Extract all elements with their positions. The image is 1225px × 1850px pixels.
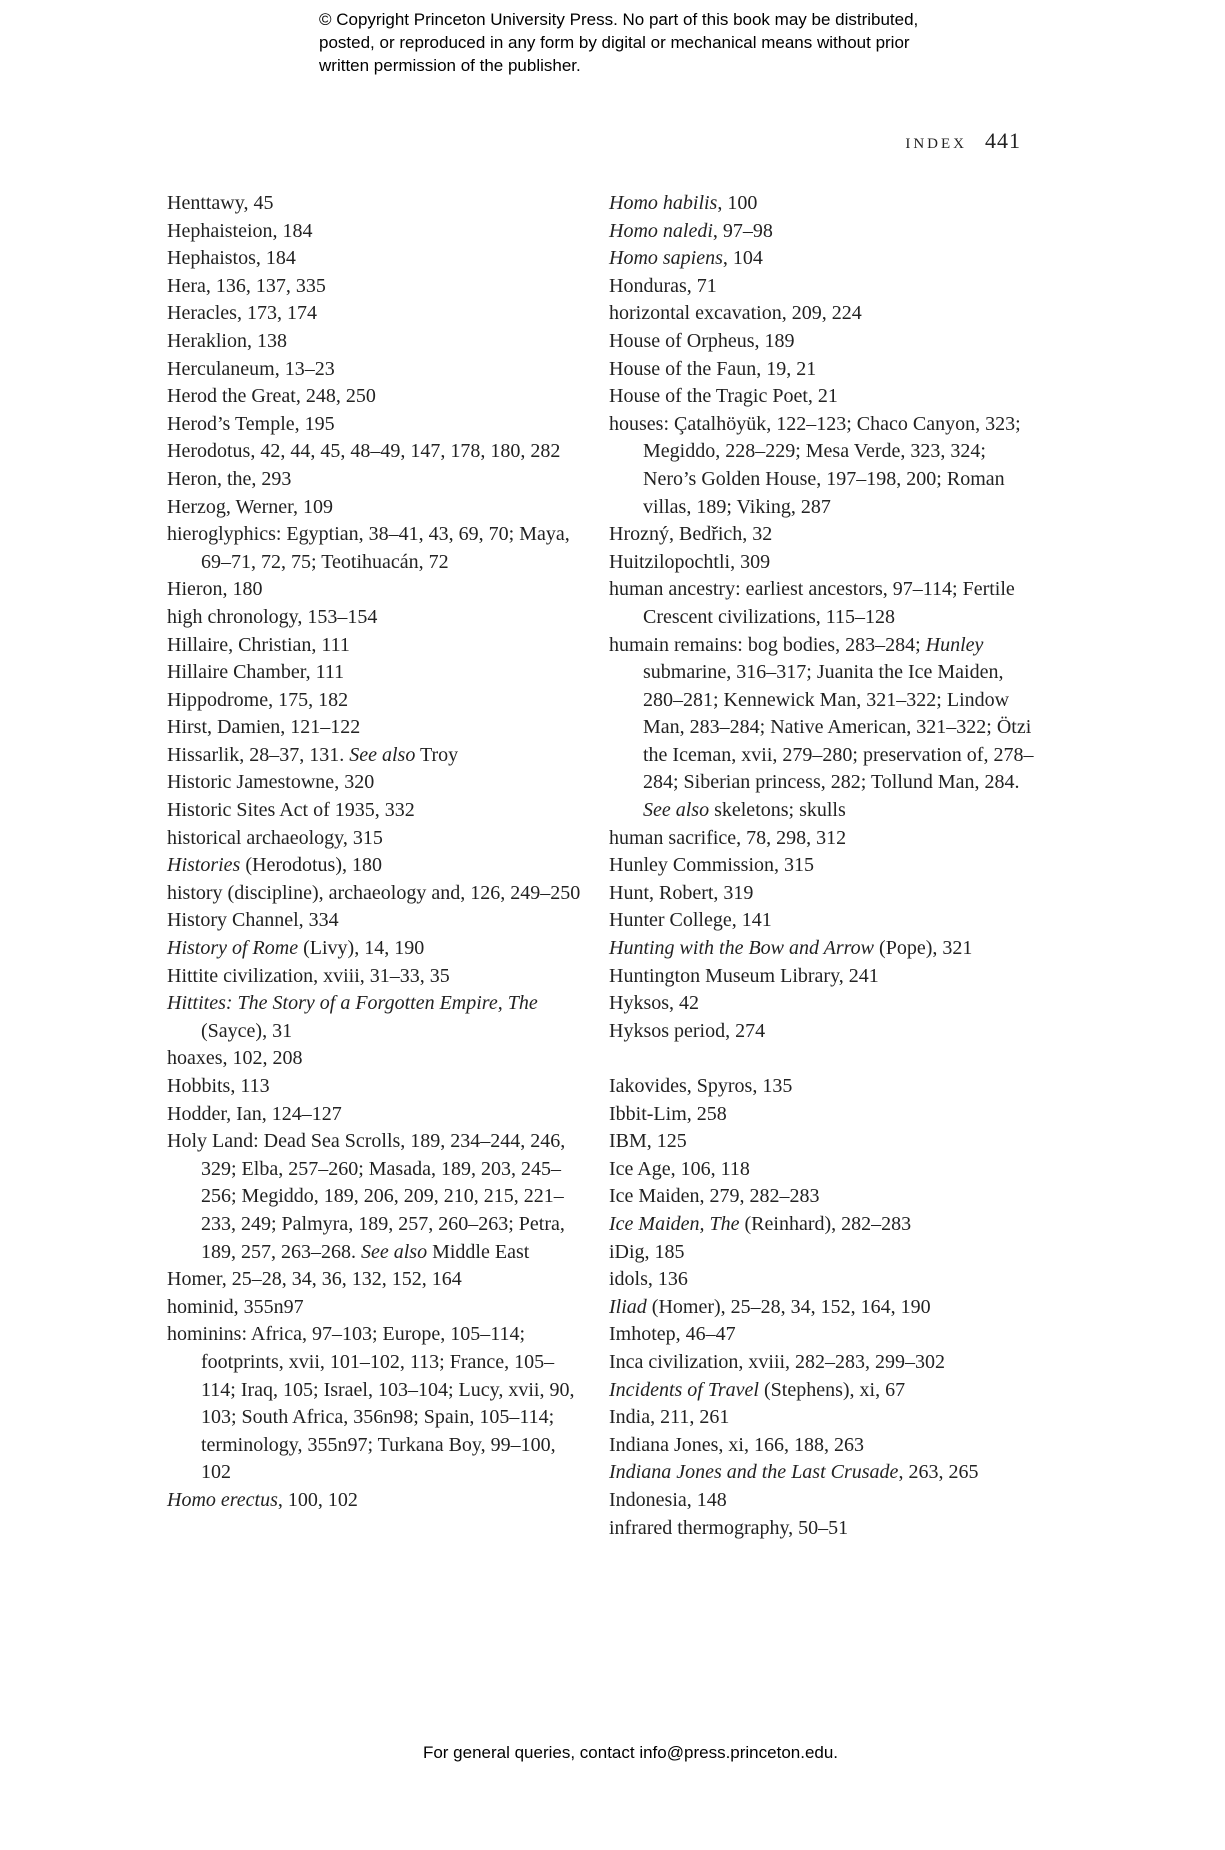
text-segment: Imhotep, 46–47 (609, 1323, 736, 1346)
text-segment: , 104 (722, 247, 763, 270)
text-segment: Hyksos, 42 (609, 992, 700, 1015)
text-segment: Hieron, 180 (167, 578, 263, 601)
text-segment: Ice Maiden, 279, 282–283 (609, 1185, 820, 1208)
index-entry (167, 1321, 582, 1487)
index-entry (167, 300, 582, 328)
index-entry (167, 383, 582, 411)
index-entry (609, 880, 1039, 908)
index-entry (167, 190, 582, 218)
index-entry (167, 494, 582, 522)
running-head-label: INDEX (905, 136, 967, 152)
text-segment: Iakovides, Spyros, 135 (609, 1075, 793, 1097)
index-entry (609, 1239, 1039, 1267)
index-entry (609, 190, 1039, 218)
text-segment: Honduras, 71 (609, 274, 717, 297)
index-entry (167, 245, 582, 273)
footer-contact (0, 1743, 1225, 1763)
text-segment: Herzog, Werner, 109 (167, 495, 334, 518)
text-segment: Troy (415, 743, 459, 766)
text-segment: houses: Çatalhöyük, 122–123; Chaco Canyon, 323; Megiddo, 228–229; Mesa Verde, 323, 324; Nero’s Golden House, 197–198, 200; Roman villas, 189; Viking, 287 (609, 412, 1021, 518)
text-segment: infrared thermography, 50–51 (609, 1516, 849, 1539)
index-entry (167, 1073, 582, 1101)
text-segment: history (discipline), archaeology and, 126, 249–250 (167, 881, 581, 904)
text-segment: Hyksos period, 274 (609, 1019, 766, 1042)
index-entry (167, 1294, 582, 1322)
text-segment: India, 211, 261 (609, 1406, 730, 1429)
text-segment: submarine, 316–317; Juanita the Ice Maiden, 280–281; Kennewick Man, 321–322; Lindow Man, 283–284; Native American, 321–322; Ötzi the Iceman, xvii, 279–280; preservation of, 278–284; Siberian princess, 282; Tollund Man, 284. (643, 661, 1034, 794)
index-entry (167, 880, 582, 908)
text-segment: skeletons; skulls (709, 799, 846, 822)
index-entry (167, 825, 582, 853)
index-column-left (167, 190, 582, 1515)
index-entry (167, 356, 582, 384)
text-segment: (Pope), 321 (874, 937, 973, 960)
text-segment: Hrozný, Bedřich, 32 (609, 523, 773, 546)
index-entry (609, 1101, 1039, 1129)
text-segment: Huntington Museum Library, 241 (609, 964, 879, 987)
index-entry (609, 1432, 1039, 1460)
text-segment: hominins: Africa, 97–103; Europe, 105–114; footprints, xvii, 101–102, 113; France, 105–114; Iraq, 105; Israel, 103–104; Lucy, xvii, 90, 103; South Africa, 356n98; Spain, 105–114; terminology, 355n97; Turkana Boy, 99–100, 102 (167, 1323, 575, 1484)
italic-segment: Homo naledi (609, 219, 713, 242)
text-segment: Hippodrome, 175, 182 (167, 688, 349, 711)
text-segment: , 100 (717, 192, 758, 214)
index-entry (609, 576, 1039, 631)
text-segment: Indiana Jones, xi, 166, 188, 263 (609, 1433, 864, 1456)
index-entry (167, 218, 582, 246)
italic-segment: Homo sapiens (609, 247, 723, 270)
index-entry (167, 907, 582, 935)
text-segment: Inca civilization, xviii, 282–283, 299–302 (609, 1350, 946, 1373)
text-segment: Herculaneum, 13–23 (167, 357, 335, 380)
index-entry (609, 1073, 1039, 1101)
index-entry (167, 1487, 582, 1515)
italic-segment: Hittites: The Story of a Forgotten Empire, The (167, 992, 538, 1015)
text-segment: (Herodotus), 180 (240, 854, 382, 877)
index-entry (609, 245, 1039, 273)
index-entry (609, 1487, 1039, 1515)
copyright-notice: © Copyright Princeton University Press. No part of this book may be distributed, posted, or reproduced in any form by digital or mechanical means without prior written permission of the publisher. (319, 10, 919, 75)
index-entry (609, 1211, 1039, 1239)
text-segment: Herodotus, 42, 44, 45, 48–49, 147, 178, 180, 282 (167, 440, 561, 463)
index-entry (609, 1294, 1039, 1322)
italic-segment: Hunting with the Bow and Arrow (609, 937, 875, 960)
text-segment: high chronology, 153–154 (167, 605, 378, 628)
text-segment: human ancestry: earliest ancestors, 97–114; Fertile Crescent civilizations, 115–128 (609, 578, 1015, 628)
italic-segment: Incidents of Travel (609, 1378, 759, 1401)
index-entry (609, 632, 1039, 825)
letter-section-gap (609, 1045, 1039, 1073)
italic-segment: See also (349, 743, 416, 766)
index-entry (609, 1018, 1039, 1046)
text-segment: , 263, 265 (898, 1461, 979, 1484)
italic-segment: Homo habilis (609, 192, 718, 214)
index-entry (167, 1101, 582, 1129)
text-segment: idols, 136 (609, 1268, 688, 1291)
index-entry (167, 935, 582, 963)
text-segment: Historic Sites Act of 1935, 332 (167, 799, 415, 822)
text-segment: , 100, 102 (277, 1488, 358, 1511)
text-segment: , 97–98 (712, 219, 773, 242)
text-segment: Hobbits, 113 (167, 1075, 270, 1097)
text-segment: horizontal excavation, 209, 224 (609, 302, 862, 325)
text-segment: Heracles, 173, 174 (167, 302, 317, 325)
index-entry (609, 273, 1039, 301)
text-segment: Hittite civilization, xviii, 31–33, 35 (167, 964, 450, 987)
text-segment: Hillaire, Christian, 111 (167, 633, 350, 656)
index-entry (609, 383, 1039, 411)
text-segment: Huitzilopochtli, 309 (609, 550, 771, 573)
index-entry (609, 1156, 1039, 1184)
index-entry (167, 714, 582, 742)
text-segment: Heron, the, 293 (167, 467, 292, 490)
index-entry (167, 659, 582, 687)
text-segment: iDig, 185 (609, 1240, 685, 1263)
index-column-right (609, 190, 1039, 1542)
text-segment: IBM, 125 (609, 1130, 687, 1153)
text-segment: Hunter College, 141 (609, 909, 772, 932)
index-entry (609, 1128, 1039, 1156)
index-entry (609, 356, 1039, 384)
text-segment: Hera, 136, 137, 335 (167, 274, 326, 297)
text-segment: House of Orpheus, 189 (609, 329, 795, 352)
text-segment: History Channel, 334 (167, 909, 339, 932)
index-entry (167, 963, 582, 991)
index-entry (167, 411, 582, 439)
index-entry (167, 328, 582, 356)
footer-text: For general queries, contact info@press.princeton.edu. (422, 1743, 839, 1762)
text-segment: Hunt, Robert, 319 (609, 881, 754, 904)
page-number: 441 (985, 128, 1021, 153)
running-head (905, 128, 1021, 154)
index-entry (609, 852, 1039, 880)
index-entry (609, 1515, 1039, 1543)
text-segment: Middle East (427, 1240, 530, 1263)
text-segment: Holy Land: Dead Sea Scrolls, 189, 234–244, 246, 329; Elba, 257–260; Masada, 189, 203, 245–256; Megiddo, 189, 206, 209, 210, 215, 221–233, 249; Palmyra, 189, 257, 260–263; Petra, 189, 257, 263–268. (167, 1130, 566, 1263)
italic-segment: History of Rome (167, 937, 299, 960)
text-segment: Heraklion, 138 (167, 329, 287, 352)
index-entry (609, 1349, 1039, 1377)
text-segment: historical archaeology, 315 (167, 826, 383, 849)
italic-segment: See also (643, 799, 710, 822)
index-entry (609, 907, 1039, 935)
text-segment: hominid, 355n97 (167, 1295, 304, 1318)
italic-segment: Ice Maiden, The (609, 1212, 740, 1235)
index-entry (609, 963, 1039, 991)
index-entry (609, 1459, 1039, 1487)
text-segment: Hephaistos, 184 (167, 247, 296, 270)
text-segment: human sacrifice, 78, 298, 312 (609, 826, 847, 849)
index-entry (609, 935, 1039, 963)
text-segment: Herod the Great, 248, 250 (167, 385, 376, 408)
index-entry (167, 604, 582, 632)
text-segment: (Stephens), xi, 67 (758, 1378, 906, 1401)
index-entry (167, 466, 582, 494)
italic-segment: Indiana Jones and the Last Crusade (609, 1461, 899, 1484)
italic-segment: Iliad (609, 1295, 647, 1318)
text-segment: Hodder, Ian, 124–127 (167, 1102, 342, 1125)
index-entry (609, 1321, 1039, 1349)
index-entry (609, 218, 1039, 246)
index-entry (167, 852, 582, 880)
italic-segment: See also (361, 1240, 428, 1263)
index-entry (609, 549, 1039, 577)
text-segment: hoaxes, 102, 208 (167, 1047, 303, 1070)
text-segment: Ice Age, 106, 118 (609, 1157, 750, 1180)
index-entry (167, 742, 582, 770)
text-segment: Hillaire Chamber, 111 (167, 661, 345, 684)
index-entry (167, 576, 582, 604)
text-segment: Hissarlik, 28–37, 131. (167, 743, 350, 766)
text-segment: Indonesia, 148 (609, 1488, 727, 1511)
index-entry (167, 438, 582, 466)
index-entry (609, 1266, 1039, 1294)
italic-segment: Homo erectus (167, 1488, 278, 1511)
index-entry (167, 687, 582, 715)
index-entry (167, 990, 582, 1045)
text-segment: House of the Tragic Poet, 21 (609, 385, 838, 408)
italic-segment: Histories (167, 854, 241, 877)
index-entry (609, 1183, 1039, 1211)
index-entry (167, 521, 582, 576)
index-entry (609, 1404, 1039, 1432)
text-segment: hieroglyphics: Egyptian, 38–41, 43, 69, 70; Maya, 69–71, 72, 75; Teotihuacán, 72 (167, 523, 570, 573)
index-entry (167, 1128, 582, 1266)
italic-segment: Hunley (925, 633, 984, 656)
index-entry (609, 1377, 1039, 1405)
text-segment: Historic Jamestowne, 320 (167, 771, 375, 794)
index-entry (167, 797, 582, 825)
index-entry (167, 769, 582, 797)
text-segment: House of the Faun, 19, 21 (609, 357, 817, 380)
text-segment: Ibbit-Lim, 258 (609, 1102, 727, 1125)
text-segment: Hunley Commission, 315 (609, 854, 815, 877)
text-segment: (Sayce), 31 (201, 1019, 293, 1042)
index-entry (167, 632, 582, 660)
index-entry (609, 990, 1039, 1018)
text-segment: (Livy), 14, 190 (298, 937, 425, 960)
text-segment: Herod’s Temple, 195 (167, 412, 335, 435)
text-segment: Homer, 25–28, 34, 36, 132, 152, 164 (167, 1268, 462, 1291)
index-entry (609, 411, 1039, 521)
text-segment: Hirst, Damien, 121–122 (167, 716, 361, 739)
index-entry (609, 521, 1039, 549)
text-segment: Hephaisteion, 184 (167, 219, 313, 242)
text-segment: (Reinhard), 282–283 (739, 1212, 912, 1235)
index-entry (609, 328, 1039, 356)
index-entry (167, 1266, 582, 1294)
text-segment: humain remains: bog bodies, 283–284; (609, 633, 926, 656)
index-entry (609, 825, 1039, 853)
index-entry (167, 273, 582, 301)
index-entry (609, 300, 1039, 328)
index-entry (167, 1045, 582, 1073)
text-segment: (Homer), 25–28, 34, 152, 164, 190 (646, 1295, 931, 1318)
text-segment: Henttawy, 45 (167, 192, 274, 214)
